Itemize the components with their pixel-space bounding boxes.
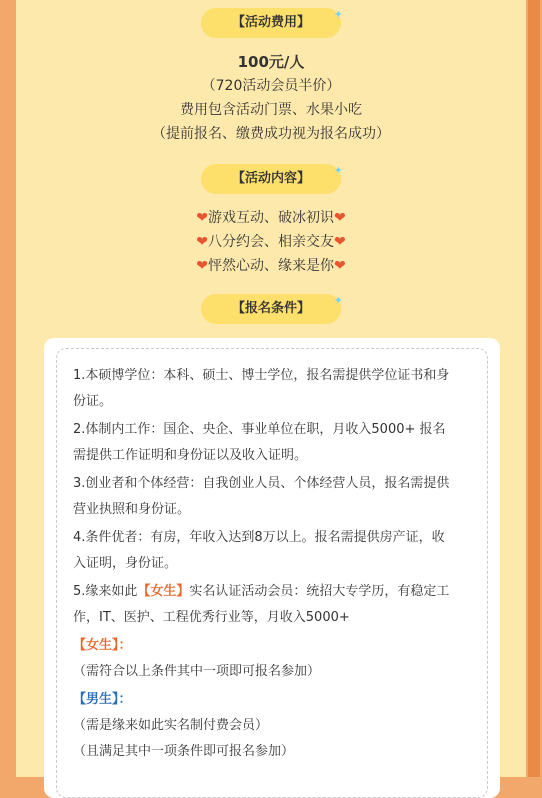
content-item — [16, 230, 526, 254]
fee-price: 100元/人 — [237, 53, 305, 71]
fee-includes: 费用包含活动门票、水果小吃 — [180, 102, 362, 118]
condition-line: 作，IT、医护、工程优秀行业等，月收入5000+ — [73, 610, 350, 625]
fee-section-header — [201, 8, 341, 38]
condition-line: 份证。 — [73, 394, 113, 409]
content-item — [16, 254, 526, 278]
heart-icon: ❤ — [334, 210, 346, 226]
page-frame — [16, 0, 526, 777]
heart-icon: ❤ — [334, 234, 346, 250]
sparkle-icon: ✦ — [333, 8, 343, 21]
condition-5-prefix: 5.缘来如此 — [73, 584, 138, 599]
fee-member-discount: （720活动会员半价） — [201, 78, 341, 94]
sparkle-icon: ✦ — [333, 294, 343, 307]
condition-line: 3.创业者和个体经营：自我创业人员、个体经营人员，报名需提供 — [73, 476, 450, 491]
condition-line: 需提供工作证明和身份证以及收入证明。 — [73, 448, 308, 463]
condition-line: 营业执照和身份证。 — [73, 502, 191, 517]
conditions-card-border — [56, 348, 488, 798]
conditions-card — [44, 338, 500, 798]
condition-line: 入证明，身份证。 — [73, 556, 178, 571]
content-header-label: 【活动内容】 — [231, 171, 310, 186]
female-highlight: 【女生】 — [137, 584, 190, 599]
content-item-label: 怦然心动、缘来是你 — [208, 258, 334, 274]
content-item-label: 游戏互动、破冰初识 — [208, 210, 334, 226]
conditions-header-label: 【报名条件】 — [231, 301, 310, 316]
content-item-label: 八分约会、相亲交友 — [208, 234, 334, 250]
male-label: 【男生】： — [73, 692, 132, 707]
heart-icon: ❤ — [334, 258, 346, 274]
condition-line: 2.体制内工作：国企、央企、事业单位在职，月收入5000+ 报名 — [73, 422, 446, 437]
male-note: （且满足其中一项条件即可报名参加） — [73, 744, 295, 759]
condition-line: 4.条件优者：有房，年收入达到8万以上。报名需提供房产证，收 — [73, 530, 445, 545]
heart-icon: ❤ — [196, 258, 208, 274]
content-item — [16, 206, 526, 230]
fee-header-label: 【活动费用】 — [231, 15, 310, 30]
female-note: （需符合以上条件其中一项即可报名参加） — [73, 664, 321, 679]
sparkle-icon: ✦ — [333, 164, 343, 177]
condition-line: 1.本硕博学位：本科、硕士、博士学位，报名需提供学位证书和身 — [73, 368, 450, 383]
heart-icon: ❤ — [196, 234, 208, 250]
content-section-header — [201, 164, 341, 194]
conditions-section-header — [201, 294, 341, 324]
male-note: （需是缘来如此实名制付费会员） — [73, 718, 269, 733]
condition-line-5 — [73, 579, 477, 605]
fee-registration-note: （提前报名、缴费成功视为报名成功） — [152, 126, 390, 142]
heart-icon: ❤ — [196, 210, 208, 226]
condition-5-suffix: 实名认证活动会员：统招大专学历，有稳定工 — [189, 584, 450, 599]
female-label: 【女生】： — [73, 638, 132, 653]
